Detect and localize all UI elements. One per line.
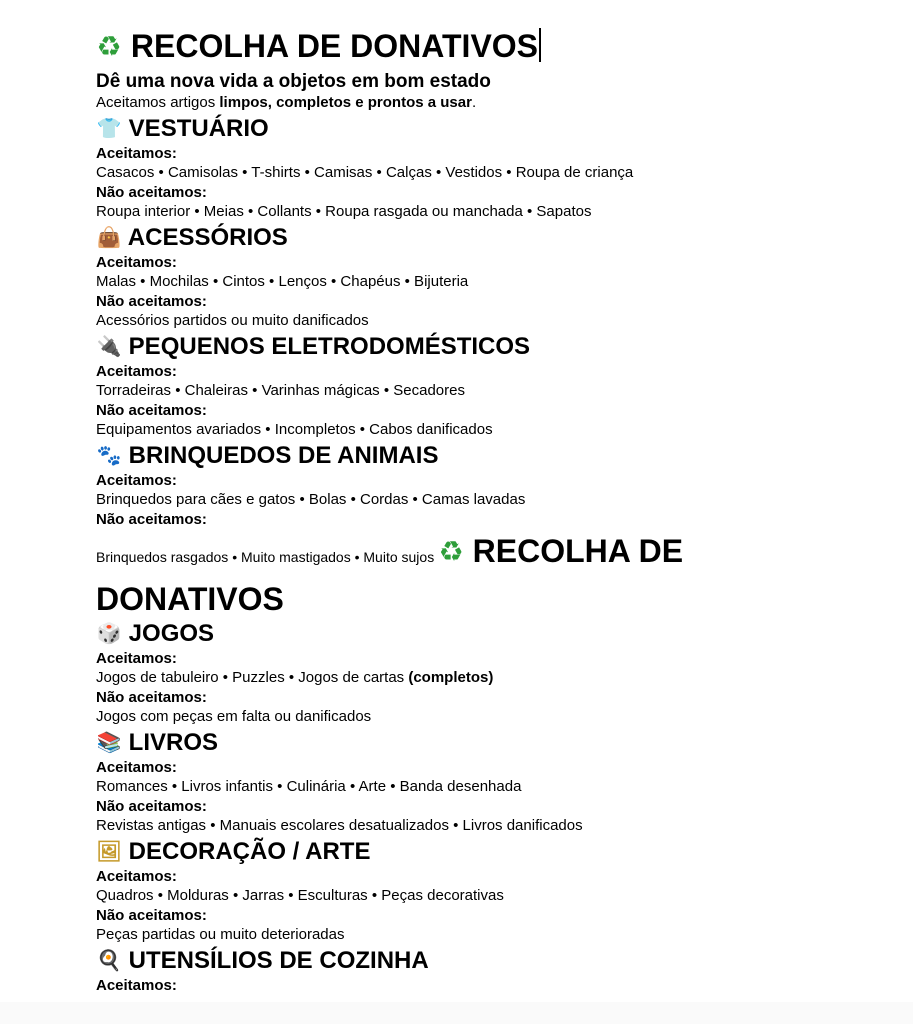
intro-prefix: Aceitamos artigos <box>96 94 220 111</box>
repeated-title-part2: DONATIVOS <box>96 581 284 617</box>
accepted-items: Romances • Livros infantis • Culinária • Arte • Banda desenhada <box>96 778 522 795</box>
section-acessorios <box>96 222 796 331</box>
rejected-label: Não aceitamos: <box>96 402 207 419</box>
section-heading-text: LIVROS <box>128 729 219 756</box>
rejected-items-with-title <box>96 529 796 580</box>
accepted-label: Aceitamos: <box>96 868 177 885</box>
document-title[interactable] <box>96 22 796 71</box>
rejected-items: Equipamentos avariados • Incompletos • Cabos danificados <box>96 421 493 438</box>
document-body[interactable] <box>96 22 796 995</box>
section-brinquedos-animais <box>96 440 796 618</box>
rejected-label: Não aceitamos: <box>96 184 207 201</box>
section-heading-text: DECORAÇÃO / ARTE <box>128 838 371 865</box>
section-heading <box>96 331 796 362</box>
accepted-items: Quadros • Molduras • Jarras • Esculturas • Peças decorativas <box>96 887 504 904</box>
section-livros <box>96 727 796 836</box>
rejected-label: Não aceitamos: <box>96 293 207 310</box>
section-pequenos-eletrodomesticos <box>96 331 796 440</box>
accepted-label: Aceitamos: <box>96 363 177 380</box>
rejected-items: Jogos com peças em falta ou danificados <box>96 708 372 725</box>
rejected-label: Não aceitamos: <box>96 798 207 815</box>
rejected-label: Não aceitamos: <box>96 689 207 706</box>
accepted-items: Brinquedos para cães e gatos • Bolas • Cordas • Camas lavadas <box>96 491 526 508</box>
books-icon: 📚 <box>96 730 122 754</box>
accepted-label: Aceitamos: <box>96 472 177 489</box>
section-vestuario <box>96 113 796 222</box>
rejected-items: Revistas antigas • Manuais escolares desatualizados • Livros danificados <box>96 817 583 834</box>
rejected-items: Peças partidas ou muito deterioradas <box>96 926 345 943</box>
section-heading <box>96 113 796 144</box>
rejected-items: Acessórios partidos ou muito danificados <box>96 312 369 329</box>
accepted-items: Casacos • Camisolas • T-shirts • Camisas • Calças • Vestidos • Roupa de criança <box>96 164 634 181</box>
accepted-label: Aceitamos: <box>96 145 177 162</box>
intro-suffix: . <box>471 94 477 111</box>
section-heading-text: JOGOS <box>128 620 215 647</box>
section-heading-text: UTENSÍLIOS DE COZINHA <box>128 947 429 974</box>
intro-bold: limpos, completos e prontos a usar <box>219 94 472 111</box>
section-heading-text: PEQUENOS ELETRODOMÉSTICOS <box>128 333 531 360</box>
document-subtitle: Dê uma nova vida a objetos em bom estado <box>96 71 491 92</box>
section-heading-text: BRINQUEDOS DE ANIMAIS <box>128 442 439 469</box>
accepted-label: Aceitamos: <box>96 977 177 994</box>
accepted-items <box>96 668 796 688</box>
rejected-items: Brinquedos rasgados • Muito mastigados • Muito sujos <box>96 549 435 565</box>
accepted-items: Malas • Mochilas • Cintos • Lenços • Chapéus • Bijuteria <box>96 273 469 290</box>
rejected-label: Não aceitamos: <box>96 511 207 528</box>
section-jogos <box>96 618 796 727</box>
section-utensilios-cozinha <box>96 945 796 995</box>
frying-pan-icon: 🍳 <box>96 948 122 972</box>
text-cursor <box>539 28 541 62</box>
accepted-items: Torradeiras • Chaleiras • Varinhas mágicas • Secadores <box>96 382 465 399</box>
document-title-text[interactable]: RECOLHA DE DONATIVOS <box>130 28 539 64</box>
plug-icon: 🔌 <box>96 334 122 358</box>
section-heading <box>96 945 796 976</box>
accepted-items-bold: (completos) <box>408 669 494 686</box>
accepted-items-text: Jogos de tabuleiro • Puzzles • Jogos de cartas <box>96 669 409 686</box>
section-heading-text: ACESSÓRIOS <box>127 224 288 251</box>
framed-picture-icon: 🖼 <box>96 839 122 863</box>
accepted-label: Aceitamos: <box>96 759 177 776</box>
paw-prints-icon: 🐾 <box>96 443 122 467</box>
intro-text <box>96 93 796 113</box>
die-icon: 🎲 <box>96 621 122 645</box>
section-heading <box>96 440 796 471</box>
section-heading <box>96 222 796 253</box>
section-heading <box>96 836 796 867</box>
repeated-title-part1: RECOLHA DE <box>472 533 684 569</box>
recycle-icon: ♻ <box>96 30 122 63</box>
shirt-icon: 👕 <box>96 116 122 140</box>
section-heading-text: VESTUÁRIO <box>128 115 269 142</box>
accepted-label: Aceitamos: <box>96 650 177 667</box>
section-decoracao-arte <box>96 836 796 945</box>
section-heading <box>96 618 796 649</box>
rejected-label: Não aceitamos: <box>96 907 207 924</box>
rejected-items: Roupa interior • Meias • Collants • Roupa rasgada ou manchada • Sapatos <box>96 203 592 220</box>
handbag-icon: 👜 <box>96 225 122 249</box>
section-heading <box>96 727 796 758</box>
accepted-label: Aceitamos: <box>96 254 177 271</box>
recycle-icon: ♻ <box>438 535 464 568</box>
